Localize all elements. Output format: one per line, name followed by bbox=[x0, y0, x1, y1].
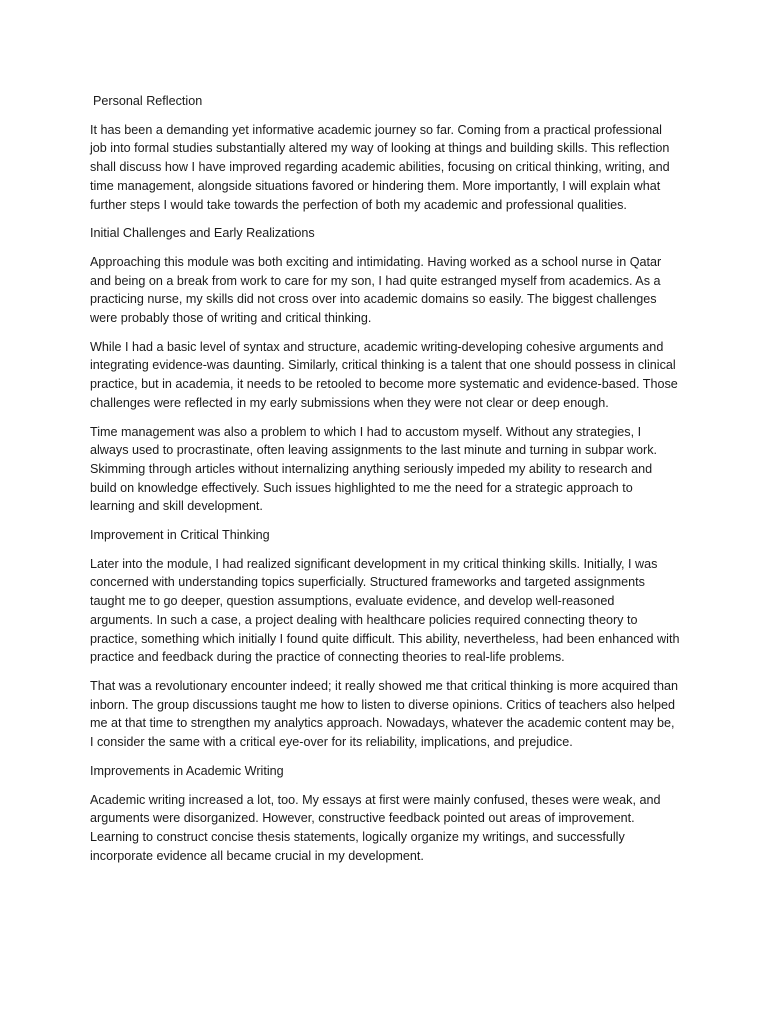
paragraph: Time management was also a problem to which I had to accustom myself. Without any strategies, I always used to procrastinate, often leaving assignments to the last minute and turning in subpar work. Skimming through articles without internalizing anything seriously impeded my ability to research and build on knowledge effectively. Such issues highlighted to me the need for a strategic approach to learning and skill development. bbox=[90, 424, 658, 514]
document-title: Personal Reflection bbox=[93, 94, 203, 108]
section-heading-critical-thinking: Improvement in Critical Thinking bbox=[90, 528, 270, 543]
paragraph: Later into the module, I had realized significant development in my critical thinking skills. Initially, I was concerned with understanding topics superficially. Structured frameworks and targeted assignments taught me to go deeper, question assumptions, evaluate evidence, and develop well-reasoned arguments. In such a case, a project dealing with healthcare policies required connecting theory to practice, something which initially I found quite difficult. This ability, nevertheless, had been enhanced with practice and feedback during the practice of connecting theories to real-life problems. bbox=[90, 556, 680, 665]
document-body bbox=[90, 92, 680, 875]
section-heading-initial-challenges: Initial Challenges and Early Realizations bbox=[90, 226, 315, 241]
section-heading-academic-writing: Improvements in Academic Writing bbox=[90, 763, 284, 778]
paragraph: That was a revolutionary encounter indeed; it really showed me that critical thinking is more acquired than inborn. The group discussions taught me how to listen to diverse opinions. Critics of teachers also helped me at that time to strengthen my analytics approach. Nowadays, whatever the academic content may be, I consider the same with a critical eye-over for its reliability, implications, and prejudice. bbox=[90, 678, 679, 750]
paragraph: Approaching this module was both exciting and intimidating. Having worked as a school nurse in Qatar and being on a break from work to care for my son, I had quite estranged myself from academics. As a practicing nurse, my skills did not cross over into academic domains so easily. The biggest challenges were probably those of writing and critical thinking. bbox=[90, 254, 662, 326]
intro-paragraph: It has been a demanding yet informative academic journey so far. Coming from a practical professional job into formal studies substantially altered my way of looking at things and building skills. This reflection shall discuss how I have improved regarding academic abilities, focusing on critical thinking, writing, and time management, alongside situations favored or hindering them. More importantly, I will explain what further steps I would take towards the perfection of both my academic and professional qualities. bbox=[90, 122, 670, 212]
paragraph: While I had a basic level of syntax and structure, academic writing-developing cohesive arguments and integrating evidence-was daunting. Similarly, critical thinking is a talent that one should possess in clinical practice, but in academia, it needs to be retooled to become more systematic and evidence-based. Those challenges were reflected in my early submissions when they were not clear or deep enough. bbox=[90, 339, 678, 410]
paragraph: Academic writing increased a lot, too. My essays at first were mainly confused, theses were weak, and arguments were disorganized. However, constructive feedback pointed out areas of improvement. Learning to construct concise thesis statements, logically organize my writings, and successfully incorporate evidence all became crucial in my development. bbox=[90, 792, 661, 863]
